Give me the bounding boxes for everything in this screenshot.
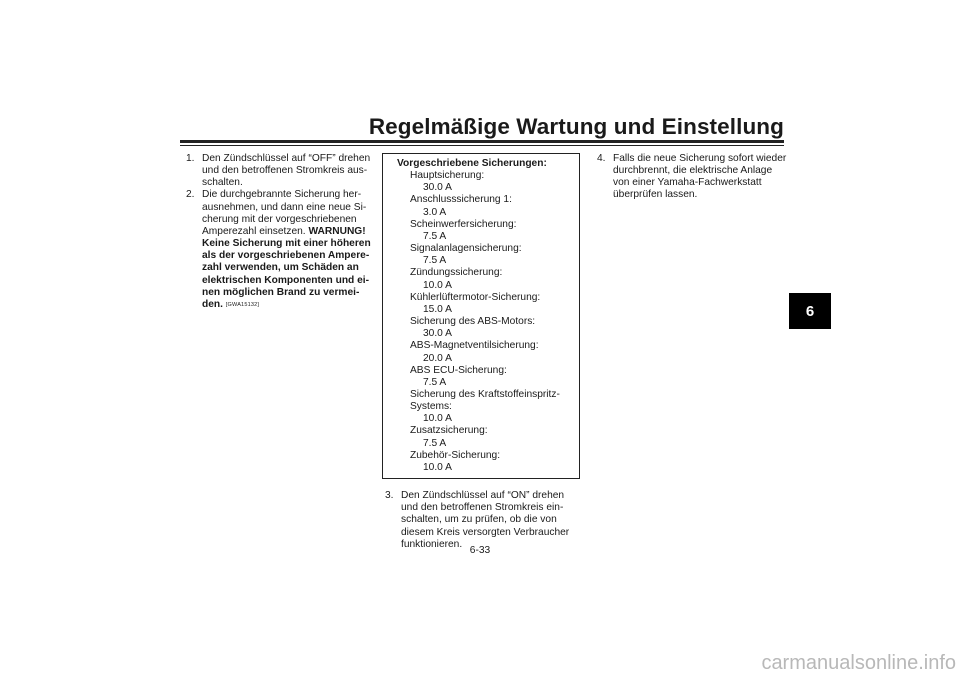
steps-list-right	[597, 153, 787, 202]
fuse-name: ABS ECU-Sicherung:	[410, 364, 507, 376]
header-rule-thin	[180, 145, 784, 146]
step-2	[186, 189, 372, 311]
warning-code: [GWA15132]	[225, 301, 260, 308]
warning-text-line: als der vorgeschriebenen Ampere-	[202, 250, 370, 262]
step-1	[186, 153, 372, 189]
warning-label: WARNUNG!	[308, 225, 366, 237]
fuse-value: 15.0 A	[423, 303, 452, 315]
warning-text-line: Keine Sicherung mit einer höheren	[202, 238, 371, 250]
step-text-line: Den Zündschlüssel auf “ON” drehen	[401, 490, 565, 502]
step-text-line: schalten.	[202, 177, 243, 189]
fuse-value: 7.5 A	[423, 376, 447, 388]
page-title: Regelmäßige Wartung und Einstellung	[368, 114, 784, 139]
fuse-name: Zubehör-Sicherung:	[410, 449, 501, 461]
page-number: 6-33	[469, 545, 491, 556]
fuse-name: Zusatzsicherung:	[410, 425, 488, 437]
step-text-line: überprüfen lassen.	[613, 189, 698, 201]
step-3	[385, 490, 580, 551]
fuse-name: Signalanlagensicherung:	[410, 243, 522, 255]
fuse-spec-box	[382, 153, 580, 479]
fuse-name: Sicherung des ABS-Motors:	[410, 316, 536, 328]
middle-column	[382, 153, 580, 551]
step-text-line: von einer Yamaha-Fachwerkstatt	[613, 177, 762, 189]
warning-text-line: zahl verwenden, um Schäden an	[202, 262, 359, 274]
fuse-value: 10.0 A	[423, 279, 452, 291]
fuse-name: ABS-Magnetventilsicherung:	[410, 340, 539, 352]
left-column	[186, 153, 372, 311]
fuse-name: Zündungssicherung:	[410, 267, 503, 279]
fuse-value: 10.0 A	[423, 413, 452, 425]
step-number: 4.	[597, 153, 606, 164]
step-text-line: Die durchgebrannte Sicherung her-	[202, 189, 362, 201]
step-4	[597, 153, 787, 202]
header-rule-thick	[180, 140, 784, 143]
warning-text-line	[202, 299, 372, 311]
fuse-name: Sicherung des Kraftstoffeinspritz-	[410, 388, 560, 400]
fuse-name-continued: Systems:	[410, 401, 452, 413]
fuse-box-title: Vorgeschriebene Sicherungen:	[397, 158, 547, 169]
warning-text-line: nen möglichen Brand zu vermei-	[202, 286, 360, 298]
fuse-name: Hauptsicherung:	[410, 170, 485, 182]
step-text-line: durchbrennt, die elektrische Anlage	[613, 165, 773, 177]
fuse-value: 30.0 A	[423, 182, 452, 194]
fuse-value: 3.0 A	[423, 206, 447, 218]
step-text-line: Den Zündschlüssel auf “OFF” drehen	[202, 153, 371, 164]
fuse-value: 7.5 A	[423, 255, 447, 267]
steps-list-left	[186, 153, 372, 311]
step-number: 1.	[186, 153, 195, 164]
fuse-value: 30.0 A	[423, 328, 452, 340]
warning-text: den.	[202, 298, 223, 310]
step-text-line: schalten, um zu prüfen, ob die von	[401, 514, 557, 526]
step-text-line: cherung mit der vorgeschriebenen	[202, 213, 357, 225]
fuse-name: Kühlerlüftermotor-Sicherung:	[410, 291, 541, 303]
step-number: 2.	[186, 189, 195, 201]
step-text-line: Falls die neue Sicherung sofort wieder	[613, 153, 787, 164]
step-number: 3.	[385, 490, 394, 502]
step-text-line	[202, 226, 372, 238]
step-text-line: ausnehmen, und dann eine neue Si-	[202, 201, 367, 213]
fuse-value: 10.0 A	[423, 461, 452, 473]
fuse-value: 7.5 A	[423, 230, 447, 242]
fuse-name: Scheinwerfersicherung:	[410, 218, 517, 230]
chapter-tab: 6	[789, 293, 831, 329]
step-text-line: und den betroffenen Stromkreis ein-	[401, 502, 564, 514]
warning-text-line: elektrischen Komponenten und ei-	[202, 274, 369, 286]
right-column	[597, 153, 787, 202]
fuse-value: 20.0 A	[423, 352, 452, 364]
step-text: Amperezahl einsetzen.	[202, 225, 309, 237]
step-text-line: funktionieren.	[401, 538, 463, 550]
step-text-line: und den betroffenen Stromkreis aus-	[202, 165, 368, 177]
watermark: carmanualsonline.info	[761, 652, 956, 674]
fuse-name: Anschlusssicherung 1:	[410, 194, 512, 206]
step-text-line: diesem Kreis versorgten Verbraucher	[401, 526, 570, 538]
fuse-value: 7.5 A	[423, 437, 447, 449]
steps-list-middle	[382, 490, 580, 551]
